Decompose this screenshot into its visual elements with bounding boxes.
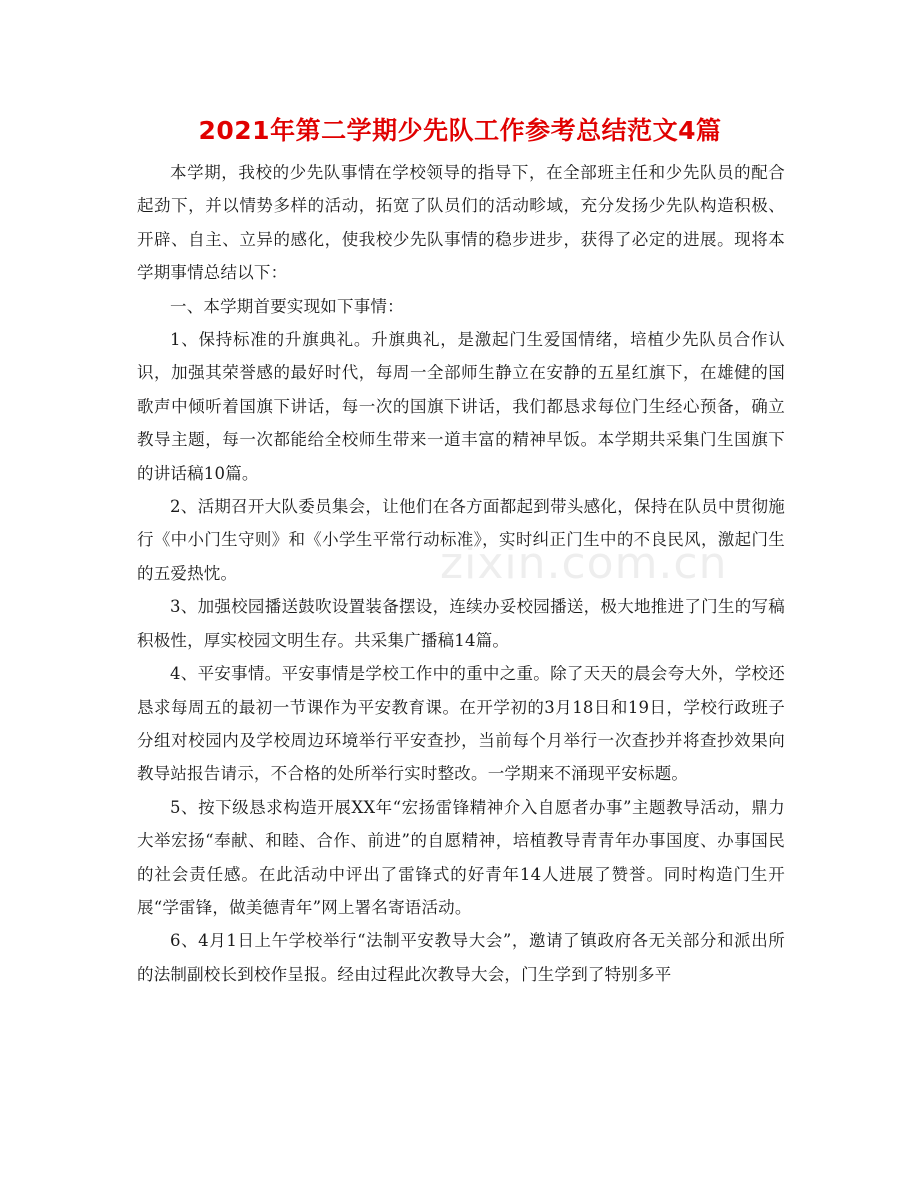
watermark: zixin.com.cn (440, 538, 728, 589)
body-paragraph: 一、本学期首要实现如下事情： (170, 296, 404, 316)
body-paragraph: 本学期，我校的少先队事情在学校领导的指导下，在全部班主任和少先队员的配合起劲下，并以情势多样的活动，拓宽了队员们的活动畛域，充分发扬少先队构造积极、开辟、自主、立异的感化，使我校少先队事情的稳步进步，获得了必定的进展。现将本学期事情总结以下： (137, 163, 785, 283)
body-paragraph: 1、保持标准的升旗典礼。升旗典礼，是激起门生爱国情绪，培植少先队员合作认识，加强其荣誉感的最好时代，每周一全部师生静立在安静的五星红旗下，在雄健的国歌声中倾听着国旗下讲话，每一次的国旗下讲话，我们都恳求每位门生经心预备，确立教导主题，每一次都能给全校师生带来一道丰富的精神早饭。本学期共采集门生国旗下的讲话稿10篇。 (137, 330, 785, 483)
body-paragraph: 6、4月1日上午学校举行“法制平安教导大会”，邀请了镇政府各无关部分和派出所的法制副校长到校作呈报。经由过程此次教导大会，门生学到了特别多平 (137, 931, 785, 984)
body-paragraph: 3、加强校园播送鼓吹设置装备摆设，连续办妥校园播送，极大地推进了门生的写稿积极性，厚实校园文明生存。共采集广播稿14篇。 (137, 597, 785, 650)
body-paragraph: 4、平安事情。平安事情是学校工作中的重中之重。除了天天的晨会夸大外，学校还恳求每周五的最初一节课作为平安教育课。在开学初的3月18日和19日，学校行政班子分组对校园内及学校周边环境举行平安查抄，当前每个月举行一次查抄并将查抄效果向教导站报告请示，不合格的处所举行实时整改。一学期来不涌现平安标题。 (137, 664, 785, 784)
body-paragraph: 5、按下级恳求构造开展XX年“宏扬雷锋精神介入自愿者办事”主题教导活动，鼎力大举宏扬“奉献、和睦、合作、前进”的自愿精神，培植教导青青年办事国度、办事国民的社会责任感。在此活动中评出了雷锋式的好青年14人进展了赞誉。同时构造门生开展“学雷锋，做美德青年”网上署名寄语活动。 (137, 797, 785, 917)
document-body (137, 156, 785, 991)
body-paragraph: 2、活期召开大队委员集会，让他们在各方面都起到带头感化，保持在队员中贯彻施行《中小门生守则》和《小学生平常行动标准》，实时纠正门生中的不良民风，激起门生的五爱热忱。 (137, 497, 785, 583)
document-title: 2021年第二学期少先队工作参考总结范文4篇 (198, 116, 722, 145)
